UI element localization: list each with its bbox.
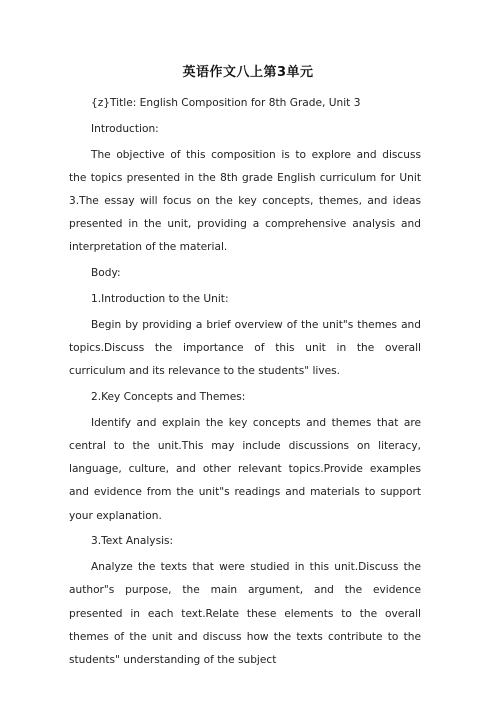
paragraph-title-line: {z}Title: English Composition for 8th Grade, Unit 3 xyxy=(91,97,361,109)
paragraph-introduction: The objective of this composition is to explore and discuss the topics presented in the 8th grade English curriculum for Unit 3.The essay will focus on the key concepts, themes, and ideas presented in the unit, providing a comprehensive analysis and interpretation of the material. xyxy=(69,148,421,254)
paragraph-section-2-heading: 2.Key Concepts and Themes: xyxy=(91,391,246,403)
paragraph-section-1: Begin by providing a brief overview of the unit"s themes and topics.Discuss the importance of this unit in the overall curriculum and its relevance to the students" lives. xyxy=(69,318,421,378)
document-body xyxy=(69,92,421,672)
paragraph-body-heading: Body: xyxy=(91,267,121,280)
paragraph-introduction-heading: Introduction: xyxy=(91,122,159,135)
paragraph-section-3-heading: 3.Text Analysis: xyxy=(91,535,174,548)
paragraph-section-1-heading: 1.Introduction to the Unit: xyxy=(91,293,229,305)
paragraph-section-3: Analyze the texts that were studied in this unit.Discuss the author"s purpose, the main argument, and the evidence presented in each text.Relate these elements to the overall themes of the unit and discuss how the texts contribute to the students" understanding of the subject xyxy=(69,561,421,667)
document-title: 英语作文八上第3单元 xyxy=(182,65,314,80)
paragraph-section-2: Identify and explain the key concepts and themes that are central to the unit.This may include discussions on literacy, language, culture, and other relevant topics.Provide examples and evidence from the unit"s readings and materials to support your explanation. xyxy=(69,416,421,522)
